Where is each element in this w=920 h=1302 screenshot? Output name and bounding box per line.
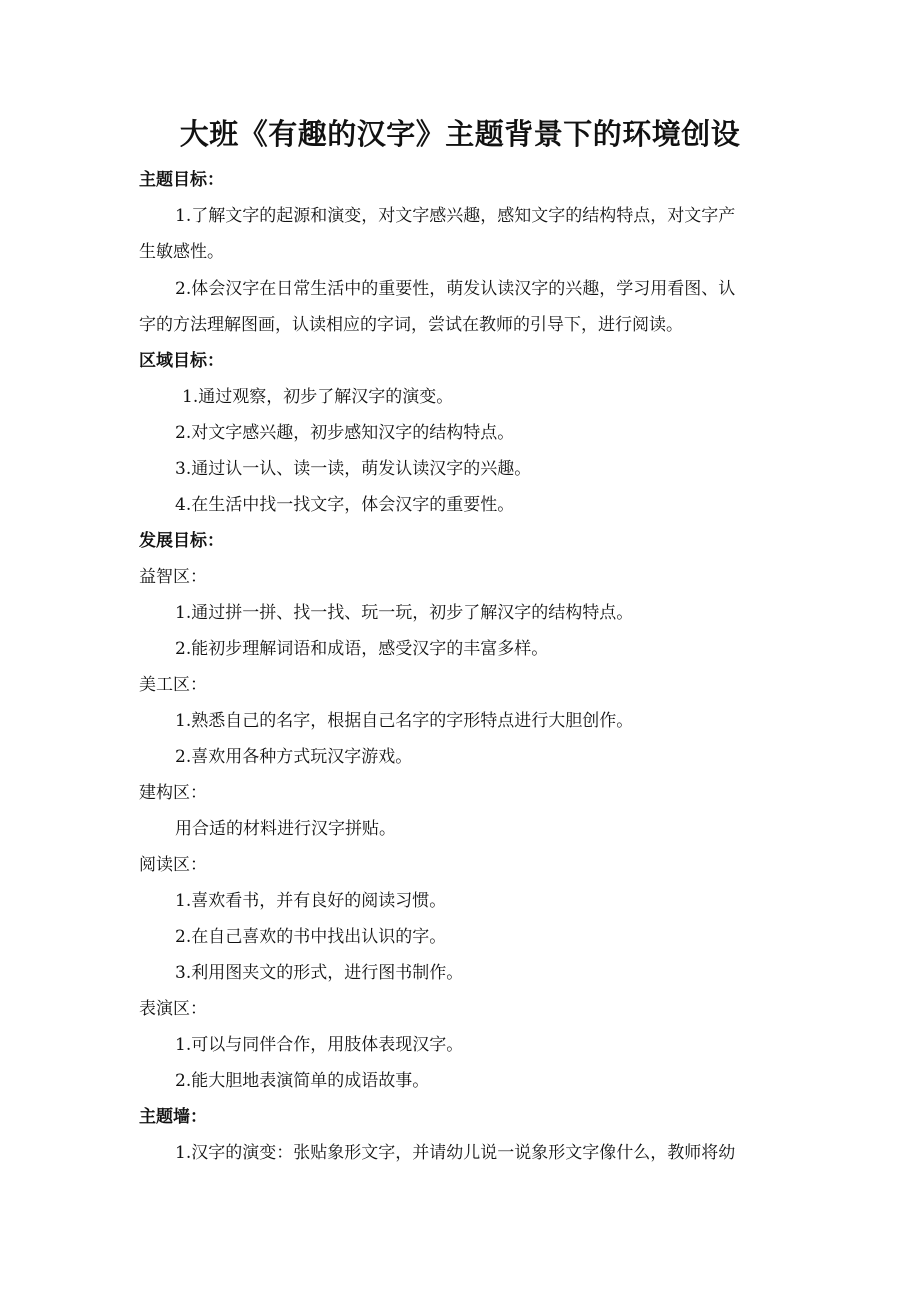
theme-goal-1-line-2: 生敏感性。	[139, 242, 224, 262]
build-area-label: 建构区：	[139, 783, 207, 803]
area-goal-item: 2.对文字感兴趣，初步感知汉字的结构特点。	[175, 423, 515, 443]
theme-goals-heading: 主题目标：	[139, 170, 224, 190]
perform-area-label: 表演区：	[139, 999, 207, 1019]
theme-goal-1-line-1: 1.了解文字的起源和演变，对文字感兴趣，感知文字的结构特点，对文字产	[175, 206, 736, 226]
dev-goals-heading: 发展目标：	[139, 531, 224, 551]
area-goal-item: 4.在生活中找一找文字，体会汉字的重要性。	[175, 495, 515, 515]
theme-wall-item-1-line-1: 1.汉字的演变：张贴象形文字，并请幼儿说一说象形文字像什么，教师将幼	[175, 1143, 736, 1163]
puzzle-area-item: 1.通过拼一拼、找一找、玩一玩，初步了解汉字的结构特点。	[175, 603, 634, 623]
puzzle-area-item: 2.能初步理解词语和成语，感受汉字的丰富多样。	[175, 639, 549, 659]
reading-area-item: 3.利用图夹文的形式，进行图书制作。	[175, 963, 464, 983]
reading-area-label: 阅读区：	[139, 855, 207, 875]
build-area-item: 用合适的材料进行汉字拼贴。	[175, 819, 396, 839]
area-goal-item: 3.通过认一认、读一读，萌发认读汉字的兴趣。	[175, 459, 532, 479]
perform-area-item: 1.可以与同伴合作，用肢体表现汉字。	[175, 1035, 464, 1055]
puzzle-area-label: 益智区：	[139, 567, 207, 587]
document-title: 大班《有趣的汉字》主题背景下的环境创设	[179, 117, 741, 151]
reading-area-item: 2.在自己喜欢的书中找出认识的字。	[175, 927, 447, 947]
theme-goal-2-line-2: 字的方法理解图画，认读相应的字词，尝试在教师的引导下，进行阅读。	[139, 315, 683, 335]
theme-wall-heading: 主题墙：	[139, 1107, 207, 1127]
area-goal-item: 1.通过观察，初步了解汉字的演变。	[182, 387, 454, 407]
art-area-item: 2.喜欢用各种方式玩汉字游戏。	[175, 747, 413, 767]
area-goals-heading: 区域目标：	[139, 351, 224, 371]
perform-area-item: 2.能大胆地表演简单的成语故事。	[175, 1071, 430, 1091]
reading-area-item: 1.喜欢看书，并有良好的阅读习惯。	[175, 891, 447, 911]
theme-goal-2-line-1: 2.体会汉字在日常生活中的重要性，萌发认读汉字的兴趣，学习用看图、认	[175, 279, 736, 299]
art-area-item: 1.熟悉自己的名字，根据自己名字的字形特点进行大胆创作。	[175, 711, 634, 731]
art-area-label: 美工区：	[139, 675, 207, 695]
